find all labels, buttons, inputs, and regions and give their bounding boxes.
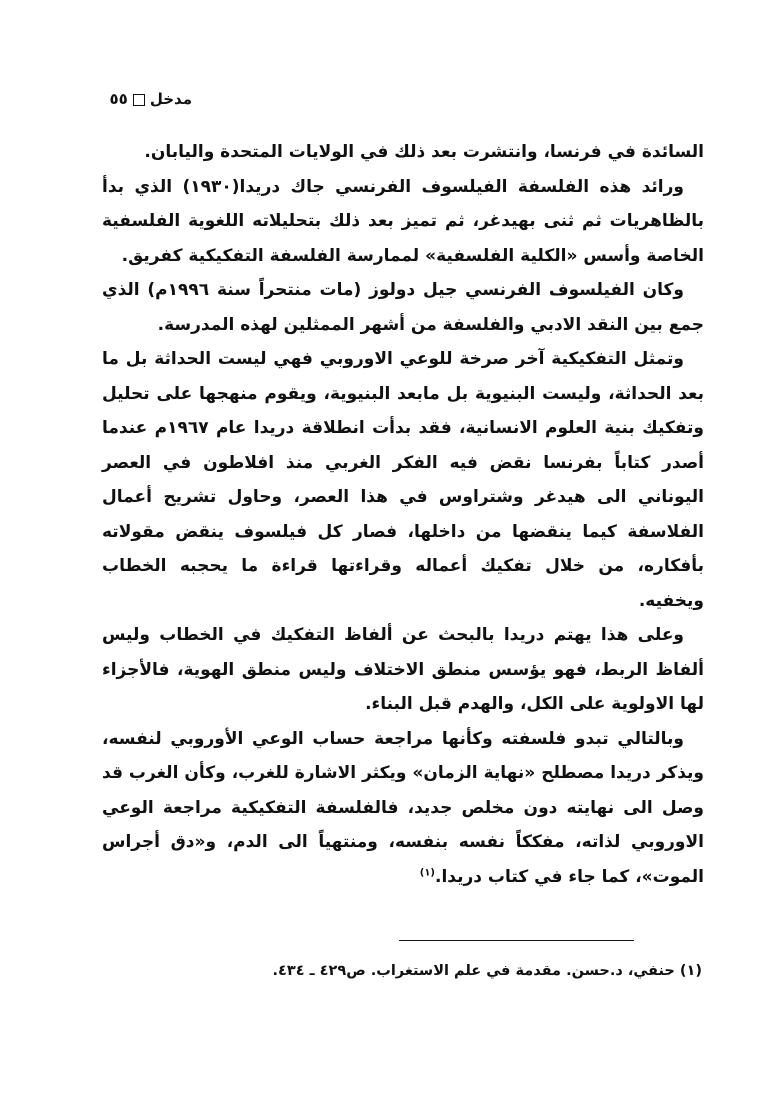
footnote-divider: [399, 940, 634, 941]
paragraph: وعلى هذا يهتم دريدا بالبحث عن ألفاظ التفكيك في الخطاب وليس ألفاظ الربط، فهو يؤسس منطق الاختلاف وليس منطق الهوية، فالأجزاء لها الاولوية على الكل، والهدم قبل البناء.: [102, 625, 704, 714]
paragraph-text: وبالتالي تبدو فلسفته وكأنها مراجعة حساب الوعي الأوروبي لنفسه، ويذكر دريدا مصطلح «نهاية الزمان» ويكثر الاشارة للغرب، وكأن الغرب قد وصل الى نهايته دون مخلص جديد، فالفلسفة التفكيكية مراجعة الوعي الاوروبي لذاته، مفككاً نفسه بنفسه، ومنتهياً الى الدم، و«دق أجراس الموت»، كما جاء في كتاب دريدا.: [102, 728, 704, 887]
page-number: ٥٥: [109, 90, 128, 108]
chapter-title: مدخل: [149, 90, 192, 108]
footnote-reference: (١): [419, 866, 435, 878]
paragraph-with-citation: [102, 722, 704, 895]
paragraph: ورائد هذه الفلسفة الفيلسوف الفرنسي جاك دريدا(١٩٣٠) الذي بدأ بالظاهريات ثم ثنى بهيدغر، ثم تميز بعد ذلك بتحليلاته اللغوية الفلسفية الخاصة وأسس «الكلية الفلسفية» لممارسة الفلسفة التفكيكية كفريق.: [102, 176, 704, 266]
paragraph: وكان الفيلسوف الفرنسي جيل دولوز (مات منتحراً سنة ١٩٩٦م) الذي جمع بين النقد الادبي والفلسفة من أشهر الممثلين لهذه المدرسة.: [102, 280, 704, 335]
paragraph: وتمثل التفكيكية آخر صرخة للوعي الاوروبي فهي ليست الحداثة بل ما بعد الحداثة، وليست البنيوية بل مابعد البنيوية، ويقوم منهجها على تحليل وتفكيك بنية العلوم الانسانية، فقد بدأت انطلاقة دريدا عام ١٩٦٧م عندما أصدر كتاباً بفرنسا نقض فيه الفكر الغربي منذ افلاطون في العصر اليوناني الى هيدغر وشتراوس في هذا العصر، وحاول تشريح أعمال الفلاسفة كيما ينقضها من داخلها، فصار كل فيلسوف ينقض مقولاته بأفكاره، من خلال تفكيك أعماله وقراءتها قراءة ما يحجبه الخطاب ويخفيه.: [102, 349, 704, 611]
paragraph: السائدة في فرنسا، وانتشرت بعد ذلك في الولايات المتحدة واليابان.: [144, 142, 704, 162]
header-separator-box: [133, 94, 145, 106]
running-header: [72, 90, 192, 108]
footnote: (١) حنفي، د.حسن. مقدمة في علم الاستغراب. ص٤٢٩ ـ ٤٣٤.: [272, 963, 702, 979]
body-text: [102, 135, 704, 894]
